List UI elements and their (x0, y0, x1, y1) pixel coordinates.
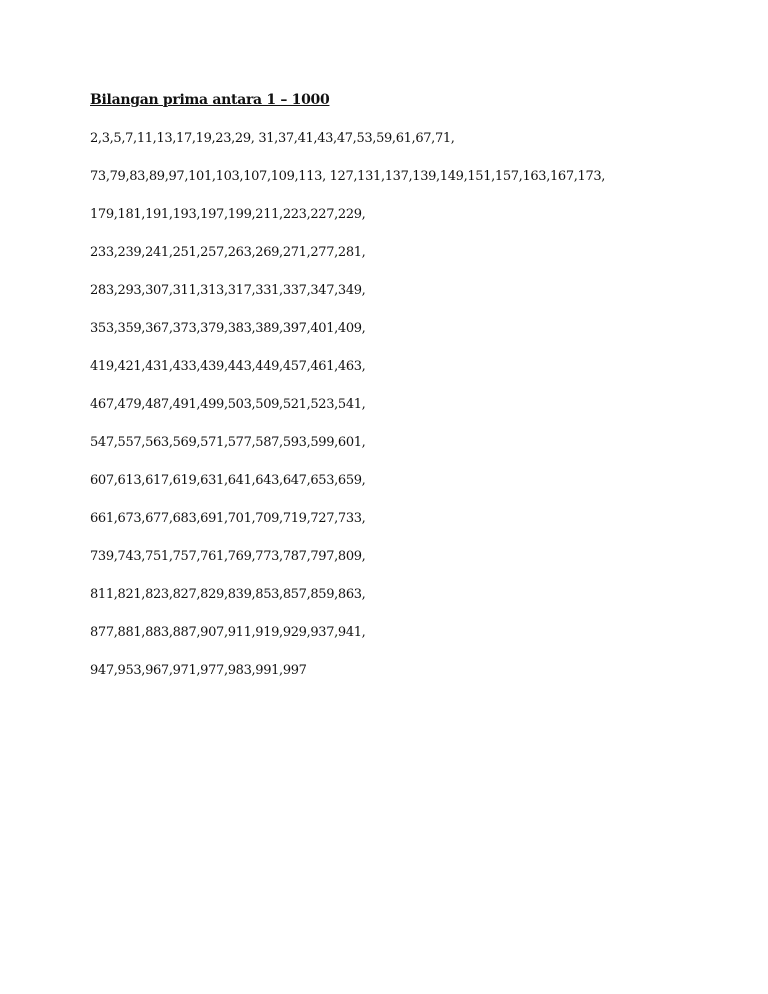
prime-line: 233,239,241,251,257,263,269,271,277,281, (90, 245, 366, 260)
prime-line: 877,881,883,887,907,911,919,929,937,941, (90, 625, 366, 640)
document-content (90, 90, 730, 699)
prime-line: 419,421,431,433,439,443,449,457,461,463, (90, 359, 366, 374)
prime-line: 353,359,367,373,379,383,389,397,401,409, (90, 321, 366, 336)
prime-line: 467,479,487,491,499,503,509,521,523,541, (90, 397, 366, 412)
prime-line: 739,743,751,757,761,769,773,787,797,809, (90, 549, 366, 564)
prime-line: 283,293,307,311,313,317,331,337,347,349, (90, 283, 366, 298)
document-title: Bilangan prima antara 1 – 1000 (90, 92, 330, 108)
prime-line: 811,821,823,827,829,839,853,857,859,863, (90, 587, 366, 602)
prime-line: 179,181,191,193,197,199,211,223,227,229, (90, 207, 366, 222)
prime-line: 73,79,83,89,97,101,103,107,109,113, 127,131,137,139,149,151,157,163,167,173, (90, 169, 606, 184)
prime-line: 2,3,5,7,11,13,17,19,23,29, 31,37,41,43,47,53,59,61,67,71, (90, 131, 455, 146)
prime-line: 661,673,677,683,691,701,709,719,727,733, (90, 511, 366, 526)
prime-line: 547,557,563,569,571,577,587,593,599,601, (90, 435, 366, 450)
prime-line: 607,613,617,619,631,641,643,647,653,659, (90, 473, 366, 488)
prime-line: 947,953,967,971,977,983,991,997 (90, 663, 307, 678)
